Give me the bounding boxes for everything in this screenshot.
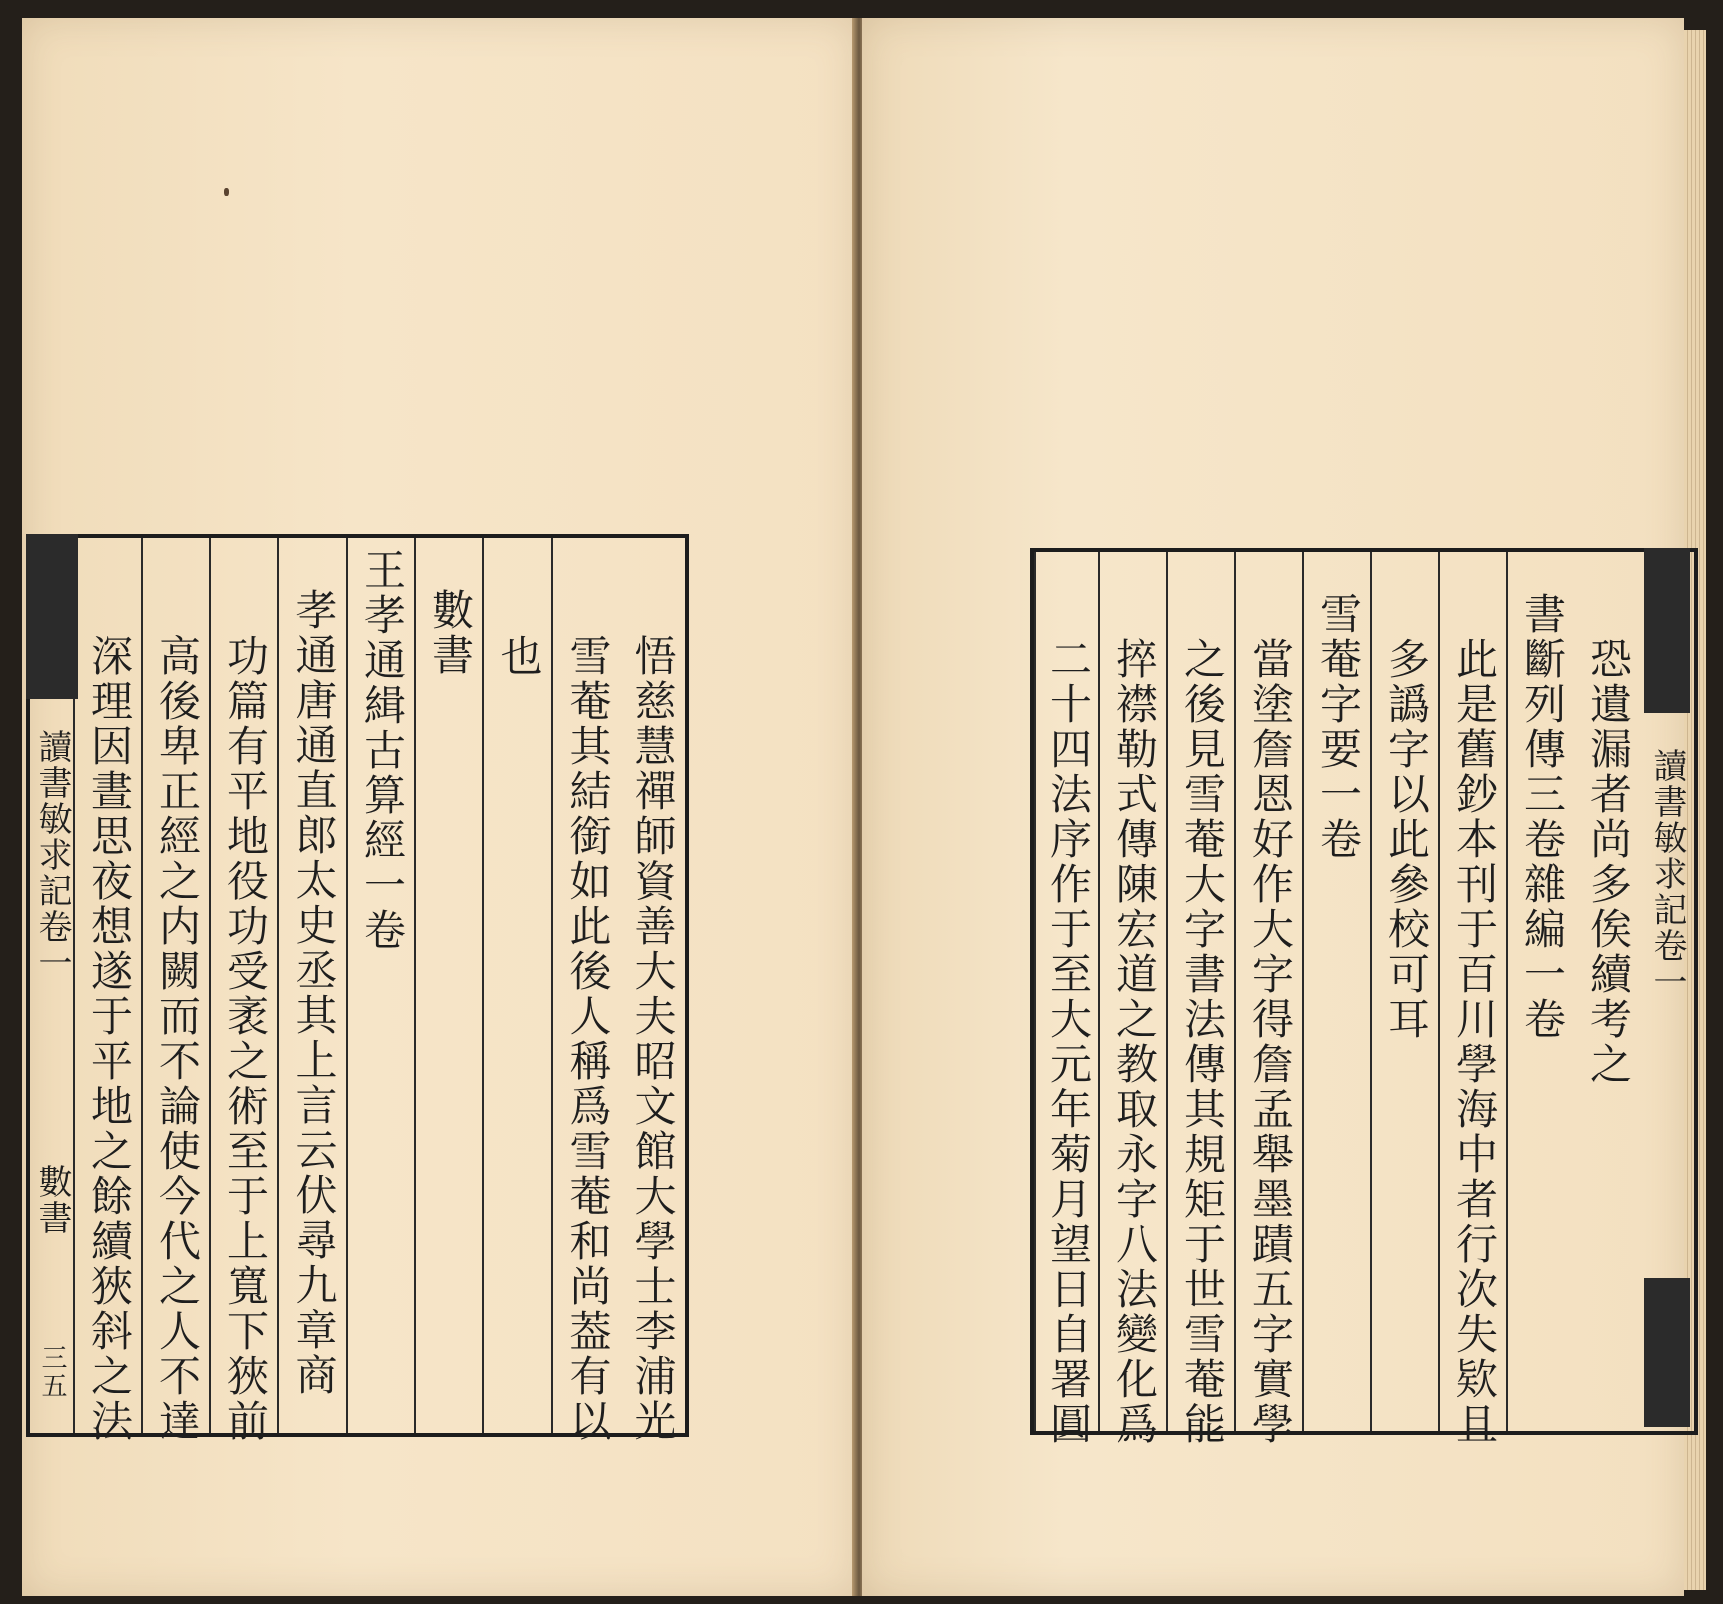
text-column [1302, 552, 1372, 1431]
column-text: 此是舊鈔本刊于百川學海中者行次失欵且 [1450, 637, 1499, 1447]
text-column [1438, 552, 1508, 1447]
banxin-title-text: 讀書敏求記 [32, 729, 72, 909]
text-column [551, 538, 622, 1444]
column-text: 二十四法序作于至大元年菊月望日自署圓 [1044, 637, 1093, 1447]
text-column [346, 538, 416, 1433]
banxin-section: 數書 [32, 1164, 72, 1236]
column-text: 悟慈慧禪師資善大夫昭文館大學士李浦光 [628, 634, 678, 1444]
banxin-page-number: 三五 [37, 1344, 67, 1400]
column-text: 書斷列傳三卷雜編一卷 [1518, 592, 1567, 1042]
column-text: 雪菴其結銜如此後人稱爲雪菴和尚葢有以 [563, 634, 613, 1444]
text-column [482, 538, 553, 1433]
paper-spot [224, 188, 229, 196]
column-text: 高後卑正經之内闕而不論使今代之人不達 [153, 634, 202, 1444]
column-text: 王孝通緝古算經一卷 [358, 548, 407, 953]
banxin-volume: 卷一 [32, 909, 72, 981]
column-text: 數書 [426, 588, 475, 678]
text-column [1166, 552, 1236, 1447]
column-text: 當塗詹恩好作大字得詹孟舉墨蹟五字實學 [1246, 637, 1295, 1447]
text-column [1098, 552, 1168, 1447]
text-column [277, 538, 348, 1433]
banxin-black-block [26, 534, 78, 699]
text-column [414, 538, 484, 1433]
text-column [1506, 552, 1576, 1431]
text-column [620, 538, 685, 1444]
left-text-frame [26, 534, 689, 1444]
text-column [1574, 552, 1642, 1431]
column-text: 孝通唐通直郎太史丞其上言云伏尋九章商 [289, 588, 339, 1398]
banxin-volume: 卷一 [1647, 928, 1687, 1000]
left-banxin [26, 534, 78, 1429]
right-banxin [1644, 548, 1690, 1427]
column-text: 之後見雪菴大字書法傳其規矩于世雪菴能 [1178, 637, 1227, 1447]
banxin-title [26, 729, 78, 1149]
text-column [1370, 552, 1440, 1431]
column-text: 也 [494, 634, 544, 679]
text-column [1234, 552, 1304, 1447]
right-text-frame [1030, 548, 1698, 1447]
column-text: 多譌字以此參校可耳 [1382, 637, 1431, 1042]
banxin-title-text: 讀書敏求記 [1647, 748, 1687, 928]
text-column [73, 538, 143, 1444]
column-text: 功篇有平地役功受袤之術至于上寬下狹前 [221, 634, 270, 1444]
column-text: 深理因晝思夜想遂于平地之餘續狹斜之法 [85, 634, 134, 1444]
column-text: 捽襟勒式傳陳宏道之教取永字八法變化爲 [1110, 637, 1159, 1447]
text-column [1034, 552, 1100, 1447]
banxin-black-block [1644, 1278, 1690, 1427]
text-column [209, 538, 279, 1444]
banxin-black-block [1644, 548, 1690, 713]
text-column [141, 538, 211, 1444]
column-text: 恐遺漏者尚多俟續考之 [1584, 637, 1633, 1087]
banxin-title [1644, 748, 1690, 1168]
column-text: 雪菴字要一卷 [1314, 592, 1363, 862]
